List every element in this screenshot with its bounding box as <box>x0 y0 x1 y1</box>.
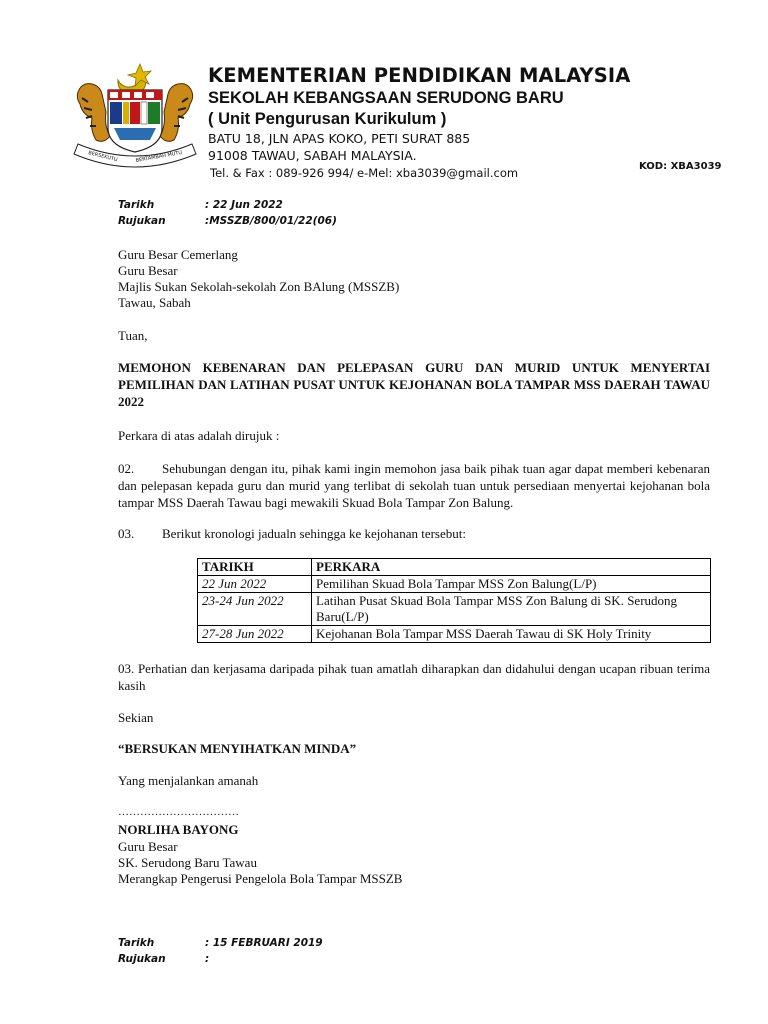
row-item: Latihan Pusat Skuad Bola Tampar MSS Zon Balung di SK. Serudong Baru(L/P) <box>312 593 711 626</box>
table-row <box>198 593 711 626</box>
sekian-text: Sekian <box>118 710 154 725</box>
footer-reference-label: Rujukan <box>118 953 166 965</box>
closing-phrase: Yang menjalankan amanah <box>118 773 259 788</box>
header-tarikh: TARIKH <box>198 559 312 576</box>
paragraph-03-text: Berikut kronologi jadualn sehingga ke kejohanan tersebut: <box>162 526 466 541</box>
paragraph-03-number: 03. <box>118 526 135 541</box>
signatory-school: SK. Serudong Baru Tawau <box>118 855 257 870</box>
signatory-name: NORLIHA BAYONG <box>118 822 239 837</box>
salutation: Tuan, <box>118 328 148 343</box>
row-item: Kejohanan Bola Tampar MSS Daerah Tawau di SK Holy Trinity <box>312 626 711 643</box>
table-row <box>198 576 711 593</box>
table-row <box>198 626 711 643</box>
footer-date-label: Tarikh <box>118 937 155 949</box>
contact-line: Tel. & Fax : 089-926 994/ e-Mel: xba3039@gmail.com <box>210 166 519 180</box>
signatory-title: Guru Besar <box>118 839 178 854</box>
slogan: “BERSUKAN MENYIHATKAN MINDA” <box>118 741 357 756</box>
paragraph-02-number: 02. <box>118 461 135 476</box>
signature-dots: …………………………… <box>118 806 239 818</box>
recipient-line-4: Tawau, Sabah <box>118 295 191 310</box>
svg-text:BERSEKUTU: BERSEKUTU <box>87 150 119 164</box>
coat-of-arms-logo <box>70 62 200 170</box>
paragraph-02-text: Sehubungan dengan itu, pihak kami ingin memohon jasa baik pihak tuan agar dapat memberi kebenaran dan pelepasan kepada guru dan murid yang terlibat di sekolah tuan untuk persediaan menyertai kejohanan bola tampar MSS Daerah Tawau bagi mewakili Skuad Bola Tampar Zon Balung. <box>118 461 710 510</box>
row-date: 22 Jun 2022 <box>198 576 312 593</box>
unit-name: ( Unit Pengurusan Kurikulum ) <box>208 110 447 128</box>
footer-date-value: : 15 FEBRUARI 2019 <box>205 937 323 949</box>
row-date: 23-24 Jun 2022 <box>198 593 312 626</box>
school-name: SEKOLAH KEBANGSAAN SERUDONG BARU <box>208 89 564 107</box>
row-date: 27-28 Jun 2022 <box>198 626 312 643</box>
date-label: Tarikh <box>118 199 155 211</box>
intro-line: Perkara di atas adalah dirujuk : <box>118 428 280 443</box>
closing-paragraph: 03. Perhatian dan kerjasama daripada pihak tuan amatlah diharapkan dan didahului dengan ucapan ribuan terima kasih <box>118 661 710 693</box>
recipient-line-2: Guru Besar <box>118 263 178 278</box>
paragraph-02 <box>118 460 710 511</box>
header-perkara: PERKARA <box>312 559 711 576</box>
address-line-1: BATU 18, JLN APAS KOKO, PETI SURAT 885 <box>208 131 471 146</box>
signatory-role: Merangkap Pengerusi Pengelola Bola Tampar MSSZB <box>118 871 403 886</box>
reference-value: :MSSZB/800/01/22(06) <box>205 215 337 227</box>
address-line-2: 91008 TAWAU, SABAH MALAYSIA. <box>208 148 417 163</box>
recipient-line-1: Guru Besar Cemerlang <box>118 247 238 262</box>
subject-heading: MEMOHON KEBENARAN DAN PELEPASAN GURU DAN MURID UNTUK MENYERTAI PEMILIHAN DAN LATIHAN PUSAT UNTUK KEJOHANAN BOLA TAMPAR MSS DAERAH TAWAU 2022 <box>118 360 710 409</box>
reference-label: Rujukan <box>118 215 166 227</box>
row-item: Pemilihan Skuad Bola Tampar MSS Zon Balung(L/P) <box>312 576 711 593</box>
ministry-title: KEMENTERIAN PENDIDIKAN MALAYSIA <box>208 64 631 87</box>
recipient-line-3: Majlis Sukan Sekolah-sekolah Zon BAlung (MSSZB) <box>118 279 400 294</box>
table-header-row <box>198 559 711 576</box>
svg-text:BERTAMBAH MUTU: BERTAMBAH MUTU <box>135 149 183 164</box>
date-value: : 22 Jun 2022 <box>205 199 283 211</box>
footer-reference-value: : <box>205 953 210 965</box>
schedule-table <box>197 558 711 643</box>
school-code: KOD: XBA3039 <box>639 161 722 172</box>
